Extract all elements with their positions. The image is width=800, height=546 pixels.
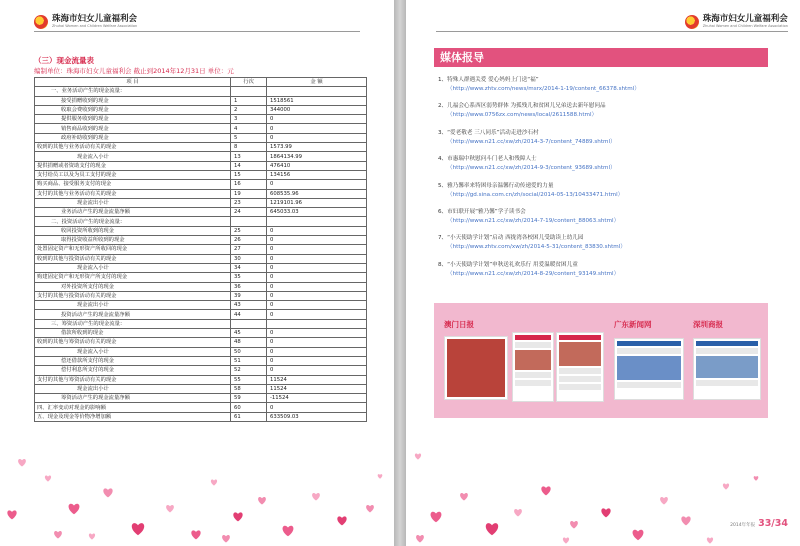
row-amount: 344000 bbox=[267, 105, 367, 114]
row-line: 52 bbox=[231, 366, 267, 375]
row-amount: 134156 bbox=[267, 170, 367, 179]
web-clip-gd-news bbox=[614, 338, 684, 400]
row-amount: 608535.96 bbox=[267, 189, 367, 198]
row-amount: 0 bbox=[267, 180, 367, 189]
heart-icon bbox=[601, 508, 610, 517]
footer-year: 2014年年报 bbox=[730, 523, 756, 528]
clip-label-shenzhen-business: 深圳商报 bbox=[693, 320, 723, 329]
heart-icon bbox=[45, 476, 51, 482]
heart-icon bbox=[366, 505, 374, 513]
row-amount: 0 bbox=[267, 254, 367, 263]
row-amount: 0 bbox=[267, 282, 367, 291]
row-item: 支付给员工以及为员工支付的现金 bbox=[35, 170, 231, 179]
row-line: 43 bbox=[231, 301, 267, 310]
row-amount: 0 bbox=[267, 310, 367, 319]
heart-icon bbox=[707, 538, 713, 544]
row-item: 现金流入小计 bbox=[35, 347, 231, 356]
table-row bbox=[35, 403, 367, 412]
heart-icon bbox=[191, 530, 200, 539]
row-line: 55 bbox=[231, 375, 267, 384]
org-name: 珠海市妇女儿童福利会 bbox=[702, 14, 788, 24]
row-amount: 0 bbox=[267, 329, 367, 338]
row-line: 5 bbox=[231, 133, 267, 142]
news-title: 6、市妇联开展“雅乃馨”学子读书会 bbox=[438, 208, 526, 215]
table-row bbox=[35, 301, 367, 310]
left-page bbox=[0, 0, 394, 546]
row-amount bbox=[267, 217, 367, 226]
table-row bbox=[35, 198, 367, 207]
row-line: 27 bbox=[231, 245, 267, 254]
row-line: 3 bbox=[231, 115, 267, 124]
row-item: 收到的其他与投资活动有关的现金 bbox=[35, 254, 231, 263]
heart-icon bbox=[103, 488, 112, 497]
row-line: 25 bbox=[231, 226, 267, 235]
table-row bbox=[35, 291, 367, 300]
news-title: 4、市惠瑞中秋慰问斗门老人和残障人士 bbox=[438, 156, 537, 163]
row-item: 接受捐赠收到的现金 bbox=[35, 96, 231, 105]
row-item: 二、投资活动产生的现金流量： bbox=[35, 217, 231, 226]
table-row bbox=[35, 245, 367, 254]
row-amount: 633509.03 bbox=[267, 412, 367, 421]
row-item: 现金流出小计 bbox=[35, 198, 231, 207]
org-name-en: Zhuhai Women and Children Welfare Association bbox=[52, 24, 138, 28]
row-item: 购买商品、接受服务支付的现金 bbox=[35, 180, 231, 189]
table-row bbox=[35, 394, 367, 403]
heart-icon bbox=[660, 497, 668, 505]
row-line: 14 bbox=[231, 161, 267, 170]
row-line: 45 bbox=[231, 329, 267, 338]
row-line: 16 bbox=[231, 180, 267, 189]
table-row bbox=[35, 319, 367, 328]
row-line: 26 bbox=[231, 236, 267, 245]
table-row bbox=[35, 105, 367, 114]
row-amount: 0 bbox=[267, 236, 367, 245]
header-item: 项 目 bbox=[35, 78, 231, 87]
row-line: 35 bbox=[231, 273, 267, 282]
table-row bbox=[35, 347, 367, 356]
heart-icon bbox=[18, 459, 26, 467]
row-item: 三、筹资活动产生的现金流量： bbox=[35, 319, 231, 328]
row-amount: 0 bbox=[267, 245, 367, 254]
heart-icon bbox=[486, 523, 498, 535]
row-line: 4 bbox=[231, 124, 267, 133]
row-item: 对外投资所支付的现金 bbox=[35, 282, 231, 291]
heart-icon bbox=[211, 480, 217, 486]
heart-icon bbox=[460, 493, 468, 501]
row-line: 30 bbox=[231, 254, 267, 263]
newspaper-clip-page bbox=[512, 332, 554, 402]
table-row bbox=[35, 87, 367, 96]
row-line: 13 bbox=[231, 152, 267, 161]
row-amount: 11524 bbox=[267, 375, 367, 384]
heart-icon bbox=[681, 516, 690, 525]
news-link[interactable]: （http://www.zhtv.com/xw/zh/2014-5-31/content_83830.shtml） bbox=[447, 244, 626, 251]
row-line: 51 bbox=[231, 356, 267, 365]
row-item: 现金流出小计 bbox=[35, 384, 231, 393]
table-row bbox=[35, 384, 367, 393]
table-row bbox=[35, 96, 367, 105]
row-item: 收到的其他与筹资活动有关的现金 bbox=[35, 338, 231, 347]
row-amount: 0 bbox=[267, 133, 367, 142]
heart-icon bbox=[337, 516, 346, 525]
newspaper-clip-photo bbox=[444, 336, 508, 400]
heart-icon bbox=[431, 512, 442, 523]
news-item bbox=[438, 182, 768, 208]
header-line: 行次 bbox=[231, 78, 267, 87]
row-line: 2 bbox=[231, 105, 267, 114]
row-item: 投资活动产生的现金流量净额 bbox=[35, 310, 231, 319]
row-line: 60 bbox=[231, 403, 267, 412]
row-line: 39 bbox=[231, 291, 267, 300]
row-amount: 476410 bbox=[267, 161, 367, 170]
news-item bbox=[438, 102, 768, 128]
news-link[interactable]: （http://www.n21.cc/xw/zh/2014-9-3/content_93689.shtml） bbox=[447, 165, 616, 172]
row-amount: 0 bbox=[267, 366, 367, 375]
page-footer bbox=[730, 518, 788, 529]
table-row bbox=[35, 143, 367, 152]
org-logo bbox=[34, 14, 137, 29]
row-line: 15 bbox=[231, 170, 267, 179]
org-name-en: Zhuhai Women and Children Welfare Association bbox=[702, 24, 788, 28]
row-amount: 1573.99 bbox=[267, 143, 367, 152]
row-item: 现金流入小计 bbox=[35, 152, 231, 161]
heart-icon bbox=[415, 454, 421, 460]
row-amount: 0 bbox=[267, 273, 367, 282]
row-item: 筹资活动产生的现金流量净额 bbox=[35, 394, 231, 403]
heart-icon bbox=[563, 538, 569, 544]
heart-icon bbox=[7, 510, 16, 519]
row-amount: 0 bbox=[267, 291, 367, 300]
row-line bbox=[231, 217, 267, 226]
table-row bbox=[35, 170, 367, 179]
table-row bbox=[35, 356, 367, 365]
heart-icon bbox=[222, 535, 230, 543]
news-item bbox=[438, 261, 768, 287]
row-item: 政府补助收到的现金 bbox=[35, 133, 231, 142]
news-title: 7、“小天使助学计划”启动 西拢湾各校困儿受助读上幼儿园 bbox=[438, 235, 584, 242]
row-item: 偿还借款所支付的现金 bbox=[35, 356, 231, 365]
news-list bbox=[438, 76, 768, 287]
heart-icon bbox=[633, 530, 644, 541]
heart-icon bbox=[514, 509, 522, 517]
row-amount: 0 bbox=[267, 115, 367, 124]
row-item: 处置固定资产和无形资产所收回的现金 bbox=[35, 245, 231, 254]
row-item: 支付的其他与业务活动有关的现金 bbox=[35, 189, 231, 198]
news-item bbox=[438, 129, 768, 155]
row-amount: 0 bbox=[267, 356, 367, 365]
row-line: 23 bbox=[231, 198, 267, 207]
news-title: 1、特殊人群遇关爱 爱心妈妈上门送“福” bbox=[438, 77, 539, 83]
row-line bbox=[231, 87, 267, 96]
table-row bbox=[35, 282, 367, 291]
news-title: 2、儿福会心系西区弱势群体 为孤残儿和贫困儿兄弟送去新年慰问品 bbox=[438, 103, 606, 110]
table-row bbox=[35, 208, 367, 217]
news-item bbox=[438, 76, 768, 102]
row-amount: 1864134.99 bbox=[267, 152, 367, 161]
section-title: （三）现金流量表 bbox=[34, 56, 94, 65]
heart-icon bbox=[233, 512, 242, 521]
table-row bbox=[35, 329, 367, 338]
table-row bbox=[35, 161, 367, 170]
row-amount: 0 bbox=[267, 347, 367, 356]
row-item: 收回投资所收到的现金 bbox=[35, 226, 231, 235]
header-divider bbox=[436, 31, 788, 32]
row-item: 收到的其他与业务活动有关的现金 bbox=[35, 143, 231, 152]
row-line: 44 bbox=[231, 310, 267, 319]
table-row bbox=[35, 152, 367, 161]
row-amount bbox=[267, 319, 367, 328]
heart-icon bbox=[541, 486, 550, 495]
table-row bbox=[35, 115, 367, 124]
table-row bbox=[35, 338, 367, 347]
heart-icon bbox=[723, 484, 729, 490]
heart-icon bbox=[89, 534, 95, 540]
heart-icon bbox=[69, 504, 80, 515]
row-amount: 645033.03 bbox=[267, 208, 367, 217]
report-unit-line: 编制单位：珠海市妇女儿童福利会 截止到2014年12月31日 单位：元 bbox=[34, 67, 234, 75]
row-line: 8 bbox=[231, 143, 267, 152]
row-item: 提供捐赠或者资助支付的现金 bbox=[35, 161, 231, 170]
row-amount bbox=[267, 87, 367, 96]
row-amount: 0 bbox=[267, 124, 367, 133]
row-amount: 0 bbox=[267, 263, 367, 272]
heart-icon bbox=[54, 531, 62, 539]
heart-icon bbox=[754, 476, 759, 481]
heart-icon bbox=[312, 493, 320, 501]
row-item: 偿付利息所支付的现金 bbox=[35, 366, 231, 375]
news-link[interactable]: （http://www.n21.cc/xw/zh/2014-8-29/content_93149.shtml） bbox=[447, 270, 620, 277]
row-item: 支付的其他与投资活动有关的现金 bbox=[35, 291, 231, 300]
row-amount: 0 bbox=[267, 226, 367, 235]
news-item bbox=[438, 234, 768, 260]
heart-icon bbox=[570, 521, 578, 529]
heart-icon bbox=[166, 505, 174, 513]
header-amount: 金 额 bbox=[267, 78, 367, 87]
news-link[interactable]: （http://www.n21.cc/xw/zh/2014-7-19/content_88063.shtml） bbox=[447, 217, 620, 224]
org-emblem-icon bbox=[685, 15, 699, 29]
row-item: 购建固定资产和无形资产所支付的现金 bbox=[35, 273, 231, 282]
media-section-title: 媒体报导 bbox=[440, 51, 484, 64]
decorative-hearts bbox=[0, 416, 394, 546]
row-amount: -11524 bbox=[267, 394, 367, 403]
clip-label-macau-daily: 澳门日报 bbox=[444, 320, 474, 329]
table-header-row bbox=[35, 78, 367, 87]
row-item: 取得投资收益所收到的现金 bbox=[35, 236, 231, 245]
row-line: 34 bbox=[231, 263, 267, 272]
web-clip-shenzhen bbox=[693, 338, 761, 400]
table-row bbox=[35, 310, 367, 319]
row-item: 业务活动产生的现金流量净额 bbox=[35, 208, 231, 217]
row-item: 一、业务活动产生的现金流量： bbox=[35, 87, 231, 96]
book-spine bbox=[394, 0, 406, 546]
org-logo bbox=[685, 14, 788, 29]
news-item bbox=[438, 208, 768, 234]
table-row bbox=[35, 189, 367, 198]
cash-flow-table bbox=[34, 77, 367, 422]
header-divider bbox=[34, 31, 360, 32]
news-link[interactable]: （http://www.n21.cc/xw/zh/2014-3-7/content_74889.shtml） bbox=[447, 138, 616, 145]
heart-icon bbox=[132, 523, 144, 535]
heart-icon bbox=[378, 474, 383, 479]
org-emblem-icon bbox=[34, 15, 48, 29]
table-row bbox=[35, 124, 367, 133]
table-row bbox=[35, 273, 367, 282]
table-row bbox=[35, 180, 367, 189]
row-line: 58 bbox=[231, 384, 267, 393]
clip-label-gd-news: 广东新闻网 bbox=[614, 320, 652, 329]
heart-icon bbox=[258, 497, 266, 505]
cash-flow-rows bbox=[35, 87, 367, 422]
table-row bbox=[35, 254, 367, 263]
heart-icon bbox=[416, 535, 424, 543]
row-line bbox=[231, 319, 267, 328]
row-item: 支付的其他与筹资活动有关的现金 bbox=[35, 375, 231, 384]
row-item: 五、现金及现金等价物净增加额 bbox=[35, 412, 231, 421]
newspaper-clip-page bbox=[556, 332, 604, 402]
table-row bbox=[35, 236, 367, 245]
row-line: 19 bbox=[231, 189, 267, 198]
news-item bbox=[438, 155, 768, 181]
media-header-bar bbox=[434, 48, 768, 67]
news-title: 5、雅乃馨率来特困母亲温馨行动传递爱的力量 bbox=[438, 182, 554, 189]
row-line: 36 bbox=[231, 282, 267, 291]
row-amount: 1518561 bbox=[267, 96, 367, 105]
row-item: 借款所收到的现金 bbox=[35, 329, 231, 338]
row-amount: 11524 bbox=[267, 384, 367, 393]
news-link[interactable]: （http://gd.sina.com.cn/zh/social/2014-05-13/10433471.html） bbox=[447, 191, 624, 198]
row-amount: 0 bbox=[267, 301, 367, 310]
table-row bbox=[35, 375, 367, 384]
row-line: 59 bbox=[231, 394, 267, 403]
row-item: 提供服务收到的现金 bbox=[35, 115, 231, 124]
table-row bbox=[35, 133, 367, 142]
row-item: 四、汇率变动对现金的影响额 bbox=[35, 403, 231, 412]
news-link[interactable]: （http://www.zhtv.com/news/msrx/2014-1-19/content_66378.shtml） bbox=[447, 86, 640, 92]
page-number: 33/34 bbox=[758, 518, 788, 529]
row-amount: 0 bbox=[267, 403, 367, 412]
row-item: 销售商品收到的现金 bbox=[35, 124, 231, 133]
row-amount: 0 bbox=[267, 338, 367, 347]
row-line: 50 bbox=[231, 347, 267, 356]
news-title: 3、“爱老敬老 三八同乐”活动走进沙石村 bbox=[438, 129, 539, 136]
news-link[interactable]: （http://www.0756zx.com/news/local/2611588.html） bbox=[447, 112, 598, 119]
heart-icon bbox=[283, 526, 294, 537]
row-item: 收取会费收到的现金 bbox=[35, 105, 231, 114]
row-line: 1 bbox=[231, 96, 267, 105]
row-amount: 1219101.96 bbox=[267, 198, 367, 207]
org-name: 珠海市妇女儿童福利会 bbox=[52, 14, 138, 24]
row-item: 现金流出小计 bbox=[35, 301, 231, 310]
row-line: 61 bbox=[231, 412, 267, 421]
table-row bbox=[35, 217, 367, 226]
news-title: 8、“小天使助学计划”申秋送礼欢乐行 用爱温暖贫困儿童 bbox=[438, 261, 578, 268]
table-row bbox=[35, 263, 367, 272]
table-row bbox=[35, 226, 367, 235]
row-item: 现金流入小计 bbox=[35, 263, 231, 272]
row-line: 48 bbox=[231, 338, 267, 347]
table-row bbox=[35, 366, 367, 375]
row-line: 24 bbox=[231, 208, 267, 217]
